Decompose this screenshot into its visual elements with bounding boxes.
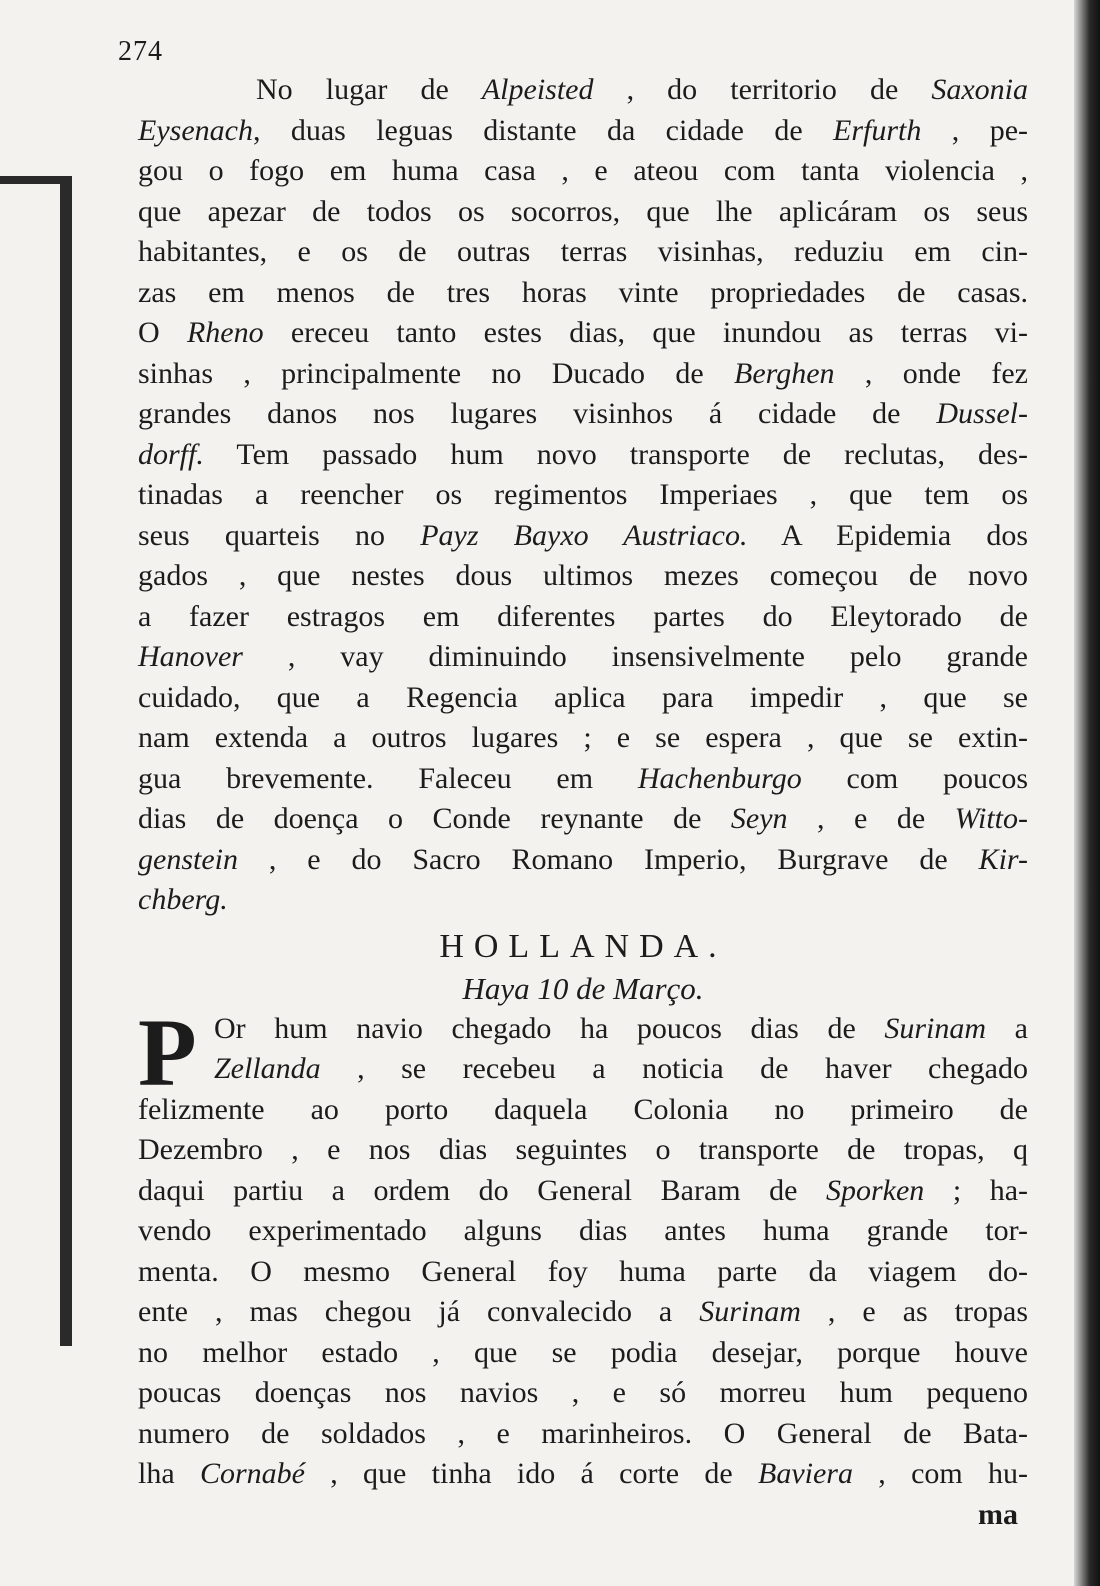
- italic-text: Seyn: [730, 802, 788, 835]
- italic-text: Hanover: [138, 640, 243, 673]
- paragraph1-line: [138, 678, 1028, 719]
- facing-page-edge: [0, 176, 72, 1346]
- italic-text: Zellanda: [214, 1052, 321, 1085]
- italic-text: Surinam: [884, 1011, 987, 1045]
- text-run: cuidado, que a Regencia aplica para impedir , que se: [138, 680, 1028, 714]
- italic-text: Dussel-: [936, 397, 1028, 430]
- text-run: gua brevemente. Faleceu em: [138, 761, 638, 795]
- paragraph1-line: [138, 151, 1028, 192]
- italic-text: dorff.: [138, 437, 204, 471]
- italic-text: genstein: [138, 842, 238, 876]
- text-run: , com hu-: [852, 1457, 1029, 1490]
- text-run: gou o fogo em huma casa , e ateou com tanta violencia ,: [138, 154, 1028, 187]
- drop-cap: P: [138, 998, 197, 1106]
- paragraph2-line: [138, 1333, 1028, 1374]
- paragraph1-line: [138, 192, 1028, 233]
- catchword: ma: [978, 1497, 1018, 1531]
- text-run: , duas leguas distante da cidade de: [252, 113, 834, 147]
- text-run: tinadas a reencher os regimentos Imperiaes , que tem os: [138, 478, 1028, 511]
- text-run: menta. O mesmo General foy huma parte da viagem do-: [138, 1254, 1028, 1288]
- italic-text: Alpeisted: [481, 73, 594, 106]
- paragraph2-line: [138, 1292, 1028, 1333]
- paragraph2-line: [138, 1373, 1028, 1414]
- page-number: 274: [118, 36, 163, 67]
- paragraph-news-holland: [138, 998, 1029, 1495]
- text-run: zas em menos de tres horas vinte propriedades de casas.: [138, 275, 1028, 309]
- text-run: no melhor estado , que se podia desejar, porque houve: [138, 1335, 1028, 1369]
- text-run: a: [986, 1011, 1028, 1045]
- paragraph1-line: [138, 718, 1028, 759]
- text-run: com poucos: [801, 761, 1028, 795]
- text-run: No lugar de: [256, 73, 482, 106]
- paragraph1-line: [138, 799, 1028, 840]
- text-run: O: [138, 316, 187, 349]
- italic-text: Saxonia: [931, 73, 1028, 106]
- paragraph2-line: [138, 1414, 1028, 1455]
- text-run: sinhas , principalmente no Ducado de: [138, 356, 735, 390]
- text-run: grandes danos nos lugares visinhos á cidade de: [138, 397, 937, 430]
- italic-text: Berghen: [734, 356, 835, 390]
- italic-text: Hachenburgo: [637, 761, 802, 795]
- dateline: Haya 10 de Março.: [462, 970, 704, 1006]
- paragraph2-line: [138, 1252, 1028, 1293]
- paragraph2-line: [138, 1049, 1028, 1090]
- text-run: ; ha-: [924, 1173, 1028, 1207]
- paragraph1-line: [138, 880, 1028, 921]
- italic-text: Cornabé: [199, 1457, 305, 1490]
- italic-text: Rheno: [186, 316, 264, 349]
- paragraph1-line: [138, 232, 1028, 273]
- text-run: , se recebeu a noticia de haver chegado: [320, 1052, 1028, 1085]
- italic-text: Kir-: [978, 842, 1028, 876]
- paragraph1-line: [138, 70, 1028, 111]
- text-run: ente , mas chegou já convalecido a: [138, 1295, 700, 1328]
- text-run: ereceu tanto estes dias, que inundou as terras vi-: [263, 316, 1028, 349]
- text-run: , vay diminuindo insensivelmente pelo grande: [242, 640, 1028, 673]
- paragraph1-line: [138, 354, 1028, 395]
- paragraph1-line: [138, 840, 1028, 881]
- paragraph1-line: [138, 556, 1028, 597]
- paragraph1-line: [138, 475, 1028, 516]
- paragraph1-line: [138, 516, 1028, 557]
- text-run: Tem passado hum novo transporte de reclutas, des-: [203, 437, 1028, 471]
- page-gutter-shadow: [1074, 0, 1100, 1586]
- text-run: seus quarteis no: [138, 518, 421, 552]
- text-run: que apezar de todos os socorros, que lhe aplicáram os seus: [138, 194, 1028, 228]
- paragraph1-line: [138, 435, 1028, 476]
- text-run: lha: [138, 1457, 200, 1490]
- text-run: a fazer estragos em diferentes partes do Eleytorado de: [138, 599, 1028, 633]
- italic-text: Payz Bayxo Austriaco.: [420, 518, 748, 552]
- italic-text: chberg.: [138, 883, 228, 916]
- text-run: , pe-: [921, 113, 1028, 147]
- paragraph2-line: [138, 1454, 1028, 1495]
- text-run: habitantes, e os de outras terras visinhas, reduziu em cin-: [138, 235, 1028, 268]
- paragraph-news-germany: [138, 70, 1028, 921]
- italic-text: Eysenach: [138, 113, 253, 147]
- text-run: Or hum navio chegado ha poucos dias de: [214, 1011, 885, 1045]
- text-run: numero de soldados , e marinheiros. O General de Bata-: [138, 1416, 1028, 1450]
- paragraph2-line: [138, 1171, 1028, 1212]
- italic-text: Baviera: [758, 1457, 853, 1490]
- italic-text: Witto-: [954, 802, 1028, 835]
- text-run: , onde fez: [834, 356, 1028, 390]
- text-run: A Epidemia dos: [747, 518, 1028, 552]
- text-run: Dezembro , e nos dias seguintes o transporte de tropas, q: [138, 1133, 1028, 1166]
- paragraph2-line: [138, 1009, 1028, 1050]
- text-run: vendo experimentado alguns dias antes huma grande tor-: [138, 1214, 1028, 1247]
- text-run: , e do Sacro Romano Imperio, Burgrave de: [237, 842, 979, 876]
- italic-text: Surinam: [699, 1295, 801, 1328]
- paragraph2-line: [138, 1130, 1028, 1171]
- paragraph2-line: [138, 1090, 1028, 1131]
- text-run: gados , que nestes dous ultimos mezes começou de novo: [138, 559, 1028, 592]
- italic-text: Sporken: [826, 1173, 925, 1207]
- text-run: daqui partiu a ordem do General Baram de: [138, 1173, 826, 1207]
- paragraph1-line: [138, 637, 1028, 678]
- text-run: , e de: [787, 802, 955, 835]
- italic-text: Erfurth: [833, 113, 922, 147]
- text-run: , e as tropas: [800, 1295, 1028, 1328]
- section-heading: HOLLANDA.: [439, 927, 727, 965]
- paragraph1-line: [138, 273, 1028, 314]
- paragraph2-line: [138, 1211, 1028, 1252]
- text-run: , que tinha ido á corte de: [304, 1457, 759, 1490]
- page-body: [138, 70, 1028, 1535]
- paragraph1-line: [138, 759, 1028, 800]
- text-run: nam extenda a outros lugares ; e se espera , que se extin-: [138, 721, 1028, 754]
- text-run: , do territorio de: [593, 73, 932, 106]
- text-run: felizmente ao porto daquela Colonia no primeiro de: [138, 1092, 1028, 1126]
- paragraph1-line: [138, 394, 1028, 435]
- text-run: poucas doenças nos navios , e só morreu hum pequeno: [138, 1376, 1028, 1409]
- text-run: dias de doença o Conde reynante de: [138, 802, 731, 835]
- paragraph1-line: [138, 313, 1028, 354]
- paragraph1-line: [138, 111, 1028, 152]
- paragraph1-line: [138, 597, 1028, 638]
